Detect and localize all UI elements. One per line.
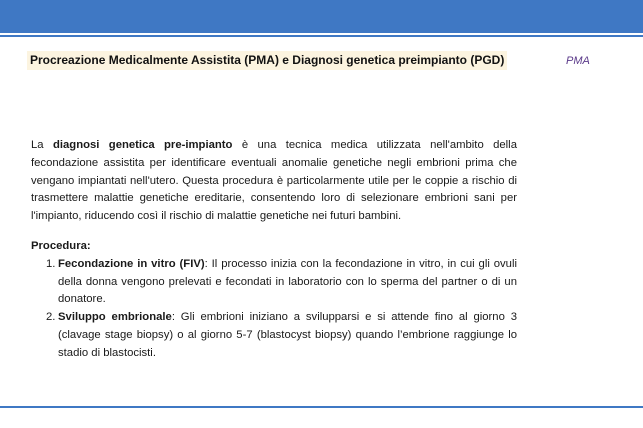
- document-title: Procreazione Medicalmente Assistita (PMA) e Diagnosi genetica preimpianto (PGD): [27, 51, 507, 70]
- step-text: : Gli embrioni iniziano a svilupparsi e si attende fino al giorno 3 (clavage stage biopsy) o al giorno 5-7 (blastocyst biopsy) quando l’embrione raggiunge lo stadio di blastocisti.: [58, 311, 517, 359]
- step-text: : Il processo inizia con la fecondazione in vitro, in cui gli ovuli della donna vengono prelevati e fecondati in laboratorio con lo sperma del partner o di un donatore.: [58, 257, 517, 306]
- step-number: 1.: [46, 257, 56, 270]
- section-tag: PMA: [566, 55, 590, 67]
- procedure-step: [46, 309, 517, 362]
- intro-lead: La: [31, 139, 53, 151]
- footer-divider: [0, 406, 643, 408]
- step-term: Fecondazione in vitro (FIV): [58, 257, 205, 270]
- header-divider: [0, 35, 643, 37]
- step-term: Sviluppo embrionale: [58, 311, 172, 324]
- header-banner: [0, 0, 643, 33]
- procedure-list: [31, 256, 517, 363]
- intro-term: diagnosi genetica pre-impianto: [52, 139, 233, 151]
- step-number: 2.: [46, 311, 56, 324]
- intro-paragraph: [31, 137, 517, 226]
- procedure-heading: Procedura:: [31, 239, 91, 252]
- procedure-step: [46, 256, 517, 309]
- intro-body: è una tecnica medica utilizzata nell'ambito della fecondazione assistita per identificare eventuali anomalie genetiche negli embrioni prima che vengano impiantati nell'utero. Questa procedura è particolarmente utile per le coppie a rischio di trasmettere malattie genetiche ereditarie, consentendo loro di selezionare embrioni sani per l'impianto, riducendo così il rischio di malattie genetiche nei futuri bambini.: [31, 139, 517, 223]
- document-body: [31, 137, 517, 363]
